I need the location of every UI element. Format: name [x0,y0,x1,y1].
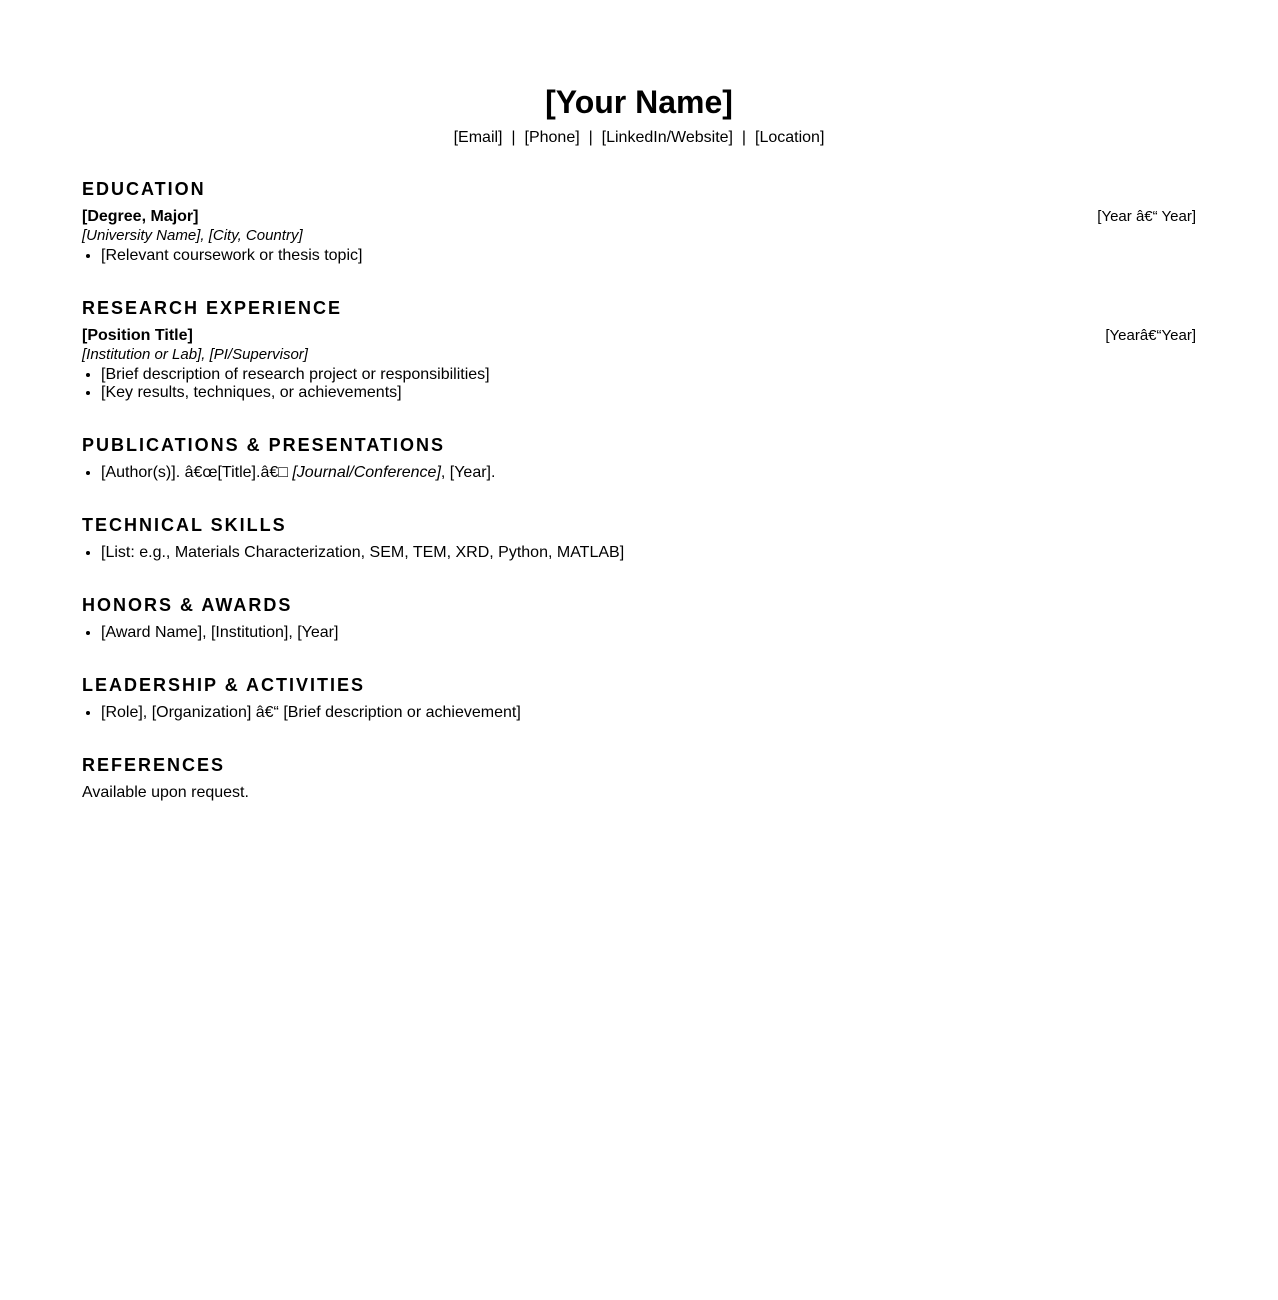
resume-name: [Your Name] [545,84,733,120]
publication-authors-title: [Author(s)]. â€œ[Title].â€□ [101,464,293,481]
section-title-research: RESEARCH EXPERIENCE [82,298,343,318]
contact-location: [Location] [755,129,825,146]
research-institution: [Institution or Lab], [PI/Supervisor] [82,346,308,363]
skills-list [82,544,624,562]
education-entry-row [82,207,1196,227]
publication-item [101,464,495,482]
section-title-references: REFERENCES [82,755,226,775]
list-item: • [Key results, techniques, or achievements] [101,384,490,402]
research-position: [Position Title] [82,327,193,344]
contact-linkedin: [LinkedIn/Website] [601,129,733,146]
contact-separator: | [741,129,747,146]
section-title-skills: TECHNICAL SKILLS [82,515,287,535]
section-title-education: EDUCATION [82,179,206,199]
publications-list [82,464,495,482]
leadership-list [82,704,521,722]
list-item: • [List: e.g., Materials Characterization, SEM, TEM, XRD, Python, MATLAB] [101,544,624,562]
contact-email: [Email] [453,129,503,146]
list-item: • [Role], [Organization] â€“ [Brief description or achievement] [101,704,521,722]
education-bullets [82,247,362,265]
education-dates: [Year â€“ Year] [1097,208,1196,225]
research-dates: [Yearâ€“Year] [1105,327,1196,344]
section-title-publications: PUBLICATIONS & PRESENTATIONS [82,435,446,455]
education-school: [University Name], [City, Country] [82,227,303,244]
references-text: Available upon request. [82,784,249,801]
publication-year: , [Year]. [440,464,496,481]
section-title-leadership: LEADERSHIP & ACTIVITIES [82,675,366,695]
research-bullets [82,366,490,402]
list-item: • [Award Name], [Institution], [Year] [101,624,338,642]
honors-list [82,624,338,642]
contact-separator: | [588,129,593,146]
education-degree: [Degree, Major] [82,208,199,225]
contact-phone: [Phone] [524,129,580,146]
list-item: • [Relevant coursework or thesis topic] [101,247,362,265]
publication-venue: [Journal/Conference] [292,464,441,481]
list-item: • [Brief description of research project or responsibilities] [101,366,490,384]
contact-line [0,128,1278,148]
research-entry-row [82,326,1196,346]
contact-separator: | [511,129,516,146]
section-title-honors: HONORS & AWARDS [82,595,293,615]
